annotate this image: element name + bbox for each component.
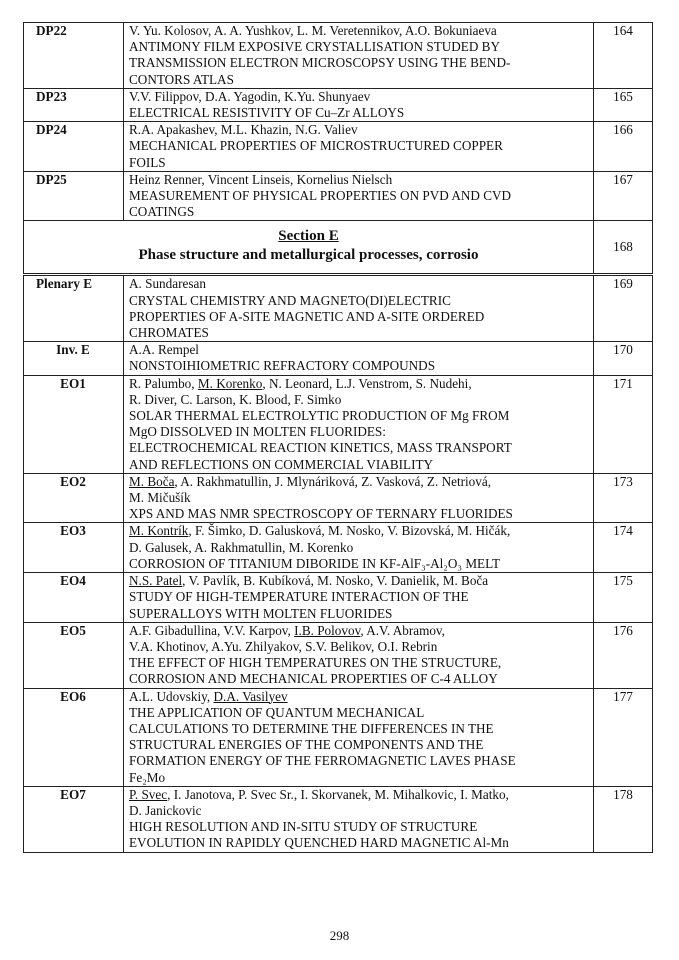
entry-row: [24, 342, 653, 375]
entry-title-line: [129, 606, 588, 622]
entry-text: Fe₂Mo: [129, 769, 166, 785]
entry-title-line: [129, 424, 588, 440]
entry-authors-line: [129, 89, 588, 105]
presenting-author: I.B. Polovov: [294, 622, 361, 638]
entry-code: DP24: [24, 122, 124, 172]
entry-authors-line: [129, 623, 588, 639]
entry-authors-line: [129, 689, 588, 705]
entry-text: V. Yu. Kolosov, A. A. Yushkov, L. M. Veretennikov, A.O. Bokuniaeva: [129, 23, 497, 38]
entry-row: [24, 171, 653, 221]
entry-text: FORMATION ENERGY OF THE FERROMAGNETIC LAVES PHASE: [129, 753, 516, 769]
entry-code: EO5: [24, 622, 124, 688]
entry-page-number: 167: [594, 171, 653, 221]
entry-content: [124, 88, 594, 121]
entry-code: EO7: [24, 786, 124, 852]
presenting-author: D.A. Vasilyev: [213, 688, 288, 704]
presenting-author: P. Svec: [129, 786, 168, 802]
entry-page-number: 173: [594, 473, 653, 523]
entry-text: D. Janickovic: [129, 802, 202, 818]
entry-page-number: 170: [594, 342, 653, 375]
contents-rows-section-d: [24, 23, 653, 221]
entry-text: THE EFFECT OF HIGH TEMPERATURES ON THE STRUCTURE,: [129, 655, 502, 671]
entry-text: R. Palumbo,: [129, 375, 198, 391]
entry-title-line: [129, 408, 588, 424]
entry-text: NONSTOIHIOMETRIC REFRACTORY COMPOUNDS: [129, 358, 436, 374]
entry-title-line: [129, 540, 588, 556]
entry-row: [24, 786, 653, 852]
entry-text: , A.V. Abramov,: [360, 622, 445, 638]
entry-row: [24, 523, 653, 573]
entry-text: MECHANICAL PROPERTIES OF MICROSTRUCTURED COPPER: [129, 138, 503, 154]
entry-title-line: [129, 835, 588, 851]
entry-text: SUPERALLOYS WITH MOLTEN FLUORIDES: [129, 605, 393, 621]
entry-row: [24, 573, 653, 623]
entry-text: COATINGS: [129, 204, 195, 220]
entry-title-line: [129, 138, 588, 154]
entry-text: XPS AND MAS NMR SPECTROSCOPY OF TERNARY FLUORIDES: [129, 506, 513, 522]
entry-text: CRYSTAL CHEMISTRY AND MAGNETO(DI)ELECTRIC: [129, 292, 451, 308]
entry-text: ELECTROCHEMICAL REACTION KINETICS, MASS TRANSPORT: [129, 440, 512, 456]
entry-text: SOLAR THERMAL ELECTROLYTIC PRODUCTION OF Mg FROM: [129, 408, 510, 424]
entry-authors-line: [129, 342, 588, 358]
entry-title-line: [129, 753, 588, 769]
entry-text: TRANSMISSION ELECTRON MICROSCOPSY USING THE BEND-: [129, 55, 511, 71]
entry-code: EO4: [24, 573, 124, 623]
entry-content: [124, 786, 594, 852]
entry-authors-line: [129, 523, 588, 539]
entry-text: MEASUREMENT OF PHYSICAL PROPERTIES ON PVD AND CVD: [129, 188, 512, 204]
entry-title-line: [129, 671, 588, 687]
entry-code: Plenary E: [24, 275, 124, 342]
entry-text: , F. Šimko, D. Galusková, M. Nosko, V. Bizovská, M. Hičák,: [188, 523, 511, 539]
section-title: Section E: [278, 228, 339, 245]
entry-title-line: [129, 639, 588, 655]
entry-title-line: [129, 72, 588, 88]
entry-title-line: [129, 506, 588, 522]
entry-text: A.F. Gibadullina, V.V. Karpov,: [129, 622, 295, 638]
entry-text: , V. Pavlík, B. Kubíková, M. Nosko, V. Danielik, M. Boča: [182, 573, 489, 589]
entry-text: M. Mičušík: [129, 490, 191, 506]
entry-page-number: 166: [594, 122, 653, 172]
entry-text: MgO DISSOLVED IN MOLTEN FLUORIDES:: [129, 424, 386, 440]
entry-content: [124, 523, 594, 573]
entry-code: DP25: [24, 171, 124, 221]
entry-title-line: [129, 105, 588, 121]
entry-code: EO3: [24, 523, 124, 573]
entry-title-line: [129, 770, 588, 786]
entry-title-line: [129, 556, 588, 572]
section-header-row: [24, 221, 653, 275]
entry-page-number: 171: [594, 375, 653, 473]
entry-row: [24, 375, 653, 473]
section-subtitle: Phase structure and metallurgical processes, corrosio: [138, 247, 479, 264]
entry-title-line: [129, 325, 588, 341]
entry-content: [124, 275, 594, 342]
entry-title-line: [129, 204, 588, 220]
entry-page-number: 177: [594, 688, 653, 786]
entry-page-number: 178: [594, 786, 653, 852]
entry-content: [124, 573, 594, 623]
presenting-author: N.S. Patel: [129, 573, 183, 589]
entry-title-line: [129, 155, 588, 171]
entry-text: V.V. Filippov, D.A. Yagodin, K.Yu. Shunyaev: [129, 88, 371, 104]
entry-page-number: 164: [594, 23, 653, 89]
entry-row: [24, 122, 653, 172]
entry-text: , A. Rakhmatullin, J. Mlynáriková, Z. Vasková, Z. Netriová,: [174, 473, 491, 489]
entry-text: ELECTRICAL RESISTIVITY OF Cu–Zr ALLOYS: [129, 105, 405, 121]
entry-content: [124, 171, 594, 221]
entry-title-line: [129, 737, 588, 753]
entry-title-line: [129, 819, 588, 835]
entry-content: [124, 23, 594, 89]
entry-text: PROPERTIES OF A-SITE MAGNETIC AND A-SITE ORDERED: [129, 308, 485, 324]
entry-authors-line: [129, 122, 588, 138]
entry-authors-line: [129, 376, 588, 392]
entry-title-line: [129, 655, 588, 671]
entry-row: [24, 688, 653, 786]
entry-title-line: [129, 392, 588, 408]
entry-text: R.A. Apakashev, M.L. Khazin, N.G. Valiev: [129, 122, 358, 138]
entry-row: [24, 88, 653, 121]
entry-title-line: [129, 293, 588, 309]
entry-text: CALCULATIONS TO DETERMINE THE DIFFERENCES IN THE: [129, 720, 494, 736]
entry-text: ANTIMONY FILM EXPOSIVE CRYSTALLISATION STUDED BY: [129, 39, 501, 55]
presenting-author: M. Korenko: [197, 375, 263, 391]
entry-text: R. Diver, C. Larson, K. Blood, F. Simko: [129, 391, 342, 407]
entry-text: A.L. Udovskiy,: [129, 688, 214, 704]
entry-title-line: [129, 705, 588, 721]
entry-text: STUDY OF HIGH-TEMPERATURE INTERACTION OF THE: [129, 589, 469, 605]
entry-title-line: [129, 721, 588, 737]
entry-row: [24, 275, 653, 342]
entry-text: THE APPLICATION OF QUANTUM MECHANICAL: [129, 704, 425, 720]
entry-text: FOILS: [129, 154, 166, 170]
entry-authors-line: [129, 573, 588, 589]
entry-row: [24, 622, 653, 688]
entry-text: STRUCTURAL ENERGIES OF THE COMPONENTS AND THE: [129, 737, 484, 753]
entry-title-line: [129, 309, 588, 325]
entry-row: [24, 23, 653, 89]
entry-text: AND REFLECTIONS ON COMMERCIAL VIABILITY: [129, 456, 434, 472]
entry-code: Inv. E: [24, 342, 124, 375]
entry-authors-line: [129, 787, 588, 803]
entry-code: DP22: [24, 23, 124, 89]
entry-text: CHROMATES: [129, 325, 209, 341]
section-page-number: 168: [594, 221, 653, 275]
entry-text: , I. Janotova, P. Svec Sr., I. Skorvanek, M. Mihalkovic, I. Matko,: [167, 786, 509, 802]
entry-page-number: 169: [594, 275, 653, 342]
contents-rows-section-e: [24, 275, 653, 852]
entry-title-line: [129, 803, 588, 819]
entry-authors-line: [129, 474, 588, 490]
entry-authors-line: [129, 172, 588, 188]
entry-page-number: 175: [594, 573, 653, 623]
entry-text: CORROSION AND MECHANICAL PROPERTIES OF C-4 ALLOY: [129, 671, 498, 687]
entry-code: DP23: [24, 88, 124, 121]
contents-table: [23, 22, 653, 853]
presenting-author: M. Boča: [129, 473, 175, 489]
entry-code: EO2: [24, 473, 124, 523]
entry-text: EVOLUTION IN RAPIDLY QUENCHED HARD MAGNETIC Al-Mn: [129, 835, 509, 851]
entry-content: [124, 122, 594, 172]
entry-authors-line: [129, 23, 588, 39]
entry-text: D. Galusek, A. Rakhmatullin, M. Korenko: [129, 539, 354, 555]
presenting-author: M. Kontrík: [129, 523, 189, 539]
entry-text: V.A. Khotinov, A.Yu. Zhilyakov, S.V. Belikov, O.I. Rebrin: [129, 638, 438, 654]
entry-title-line: [129, 55, 588, 71]
page-number: 298: [329, 928, 350, 943]
entry-code: EO1: [24, 375, 124, 473]
entry-text: A. Sundaresan: [129, 276, 206, 292]
entry-title-line: [129, 440, 588, 456]
entry-content: [124, 622, 594, 688]
entry-content: [124, 473, 594, 523]
entry-text: Heinz Renner, Vincent Linseis, Kornelius Nielsch: [129, 171, 393, 187]
entry-text: HIGH RESOLUTION AND IN-SITU STUDY OF STRUCTURE: [129, 819, 478, 835]
entry-text: CONTORS ATLAS: [129, 71, 234, 87]
entry-authors-line: [129, 276, 588, 292]
entry-page-number: 176: [594, 622, 653, 688]
entry-code: EO6: [24, 688, 124, 786]
entry-title-line: [129, 490, 588, 506]
entry-page-number: 165: [594, 88, 653, 121]
entry-title-line: [129, 188, 588, 204]
entry-content: [124, 342, 594, 375]
entry-content: [124, 375, 594, 473]
entry-row: [24, 473, 653, 523]
entry-title-line: [129, 358, 588, 374]
section-header-group: [24, 221, 653, 275]
entry-content: [124, 688, 594, 786]
entry-text: A.A. Rempel: [129, 342, 199, 358]
entry-text: , N. Leonard, L.J. Venstrom, S. Nudehi,: [262, 375, 472, 391]
section-heading-cell: [24, 221, 594, 275]
entry-text: CORROSION OF TITANIUM DIBORIDE IN KF-AlF₃-Al₂O₃ MELT: [129, 555, 501, 571]
entry-title-line: [129, 457, 588, 473]
entry-title-line: [129, 39, 588, 55]
entry-page-number: 174: [594, 523, 653, 573]
entry-title-line: [129, 589, 588, 605]
